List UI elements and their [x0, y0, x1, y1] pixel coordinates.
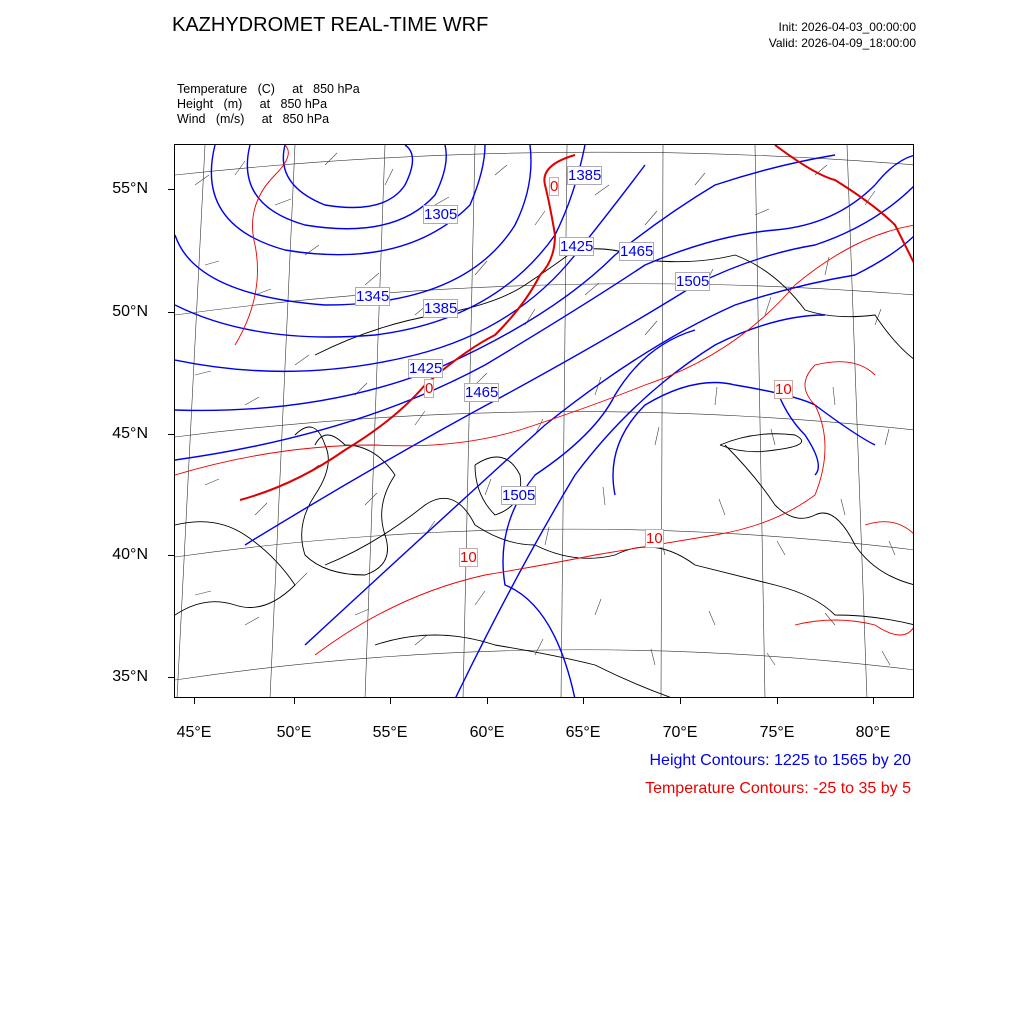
valid-time: Valid: 2026-04-09_18:00:00: [768, 36, 916, 50]
map-title: KAZHYDROMET REAL-TIME WRF: [172, 14, 489, 36]
height-contour: [613, 383, 875, 496]
temp-contour: [235, 145, 288, 345]
temp-label: 10: [775, 381, 792, 398]
height-contour: [175, 145, 585, 337]
lon-tick: [583, 698, 584, 704]
lat-label: 35°N: [112, 668, 148, 685]
temp-label: 0: [550, 178, 559, 195]
field-list: [177, 82, 360, 127]
height-contour: [175, 155, 835, 410]
lat-label: 45°N: [112, 425, 148, 442]
temp-contour: [315, 362, 875, 655]
lat-tick: [168, 312, 174, 313]
height-contour: [247, 145, 446, 229]
lat-label: 40°N: [112, 546, 148, 563]
height-contour: [305, 235, 914, 645]
lon-label: 75°E: [759, 724, 795, 741]
wind-barb: [195, 573, 890, 665]
kazakh-border: [315, 249, 914, 360]
field-temperature: Temperature (C) at 850 hPa: [177, 82, 360, 96]
lon-label: 45°E: [176, 724, 212, 741]
meridian: [755, 145, 765, 698]
map-panel[interactable]: [174, 144, 914, 698]
height-label: 1505: [502, 487, 536, 504]
lon-tick: [680, 698, 681, 704]
height-contour: [283, 145, 412, 208]
temperature-legend: Temperature Contours: -25 to 35 by 5: [645, 780, 911, 797]
height-label: 1425: [409, 360, 443, 377]
lon-tick: [873, 698, 874, 704]
height-contour: [175, 165, 645, 371]
meridian: [177, 145, 205, 698]
temp-label: 10: [646, 530, 663, 547]
height-label: 1505: [676, 273, 710, 290]
lon-tick: [390, 698, 391, 704]
lat-tick: [168, 555, 174, 556]
init-time: Init: 2026-04-03_00:00:00: [778, 20, 916, 34]
field-height: Height (m) at 850 hPa: [177, 97, 328, 111]
height-label: 1345: [356, 288, 390, 305]
height-label: 1385: [568, 167, 602, 184]
caucasus-border: [175, 522, 295, 615]
wind-barbs: [195, 153, 895, 665]
run-times: [769, 19, 916, 51]
height-label: 1425: [560, 238, 594, 255]
lat-label: 55°N: [112, 180, 148, 197]
lon-tick: [487, 698, 488, 704]
zero-isotherm: [240, 145, 914, 500]
meridian: [270, 145, 295, 698]
lon-label: 70°E: [662, 724, 698, 741]
temp-contour: [865, 522, 914, 535]
lat-tick: [168, 189, 174, 190]
height-label: 1465: [620, 243, 654, 260]
lon-tick: [777, 698, 778, 704]
iran-border: [375, 635, 675, 698]
meridian: [463, 145, 475, 698]
temp-label: 10: [460, 549, 477, 566]
lon-label: 60°E: [469, 724, 505, 741]
meridian: [661, 145, 663, 698]
lon-label: 50°E: [276, 724, 312, 741]
lon-label: 55°E: [372, 724, 408, 741]
height-label: 1465: [465, 384, 499, 401]
temp-label: 0: [425, 380, 434, 397]
map-canvas: [175, 145, 914, 698]
lon-tick: [294, 698, 295, 704]
balkhash-coast: [720, 434, 802, 452]
meridian: [561, 145, 567, 698]
lat-label: 50°N: [112, 303, 148, 320]
china-border: [725, 445, 914, 585]
height-label: 1305: [424, 206, 458, 223]
height-legend: Height Contours: 1225 to 1565 by 20: [649, 752, 911, 769]
lon-label: 65°E: [565, 724, 601, 741]
lon-tick: [194, 698, 195, 704]
wind-barb: [205, 245, 881, 335]
southern-border: [325, 498, 914, 625]
lat-tick: [168, 677, 174, 678]
lon-label: 80°E: [855, 724, 891, 741]
parallel: [175, 529, 914, 557]
height-contour: [503, 330, 695, 698]
field-wind: Wind (m/s) at 850 hPa: [177, 112, 330, 126]
lat-tick: [168, 434, 174, 435]
temp-contour: [795, 620, 914, 635]
height-contour: [175, 145, 531, 305]
height-label: 1385: [424, 300, 458, 317]
